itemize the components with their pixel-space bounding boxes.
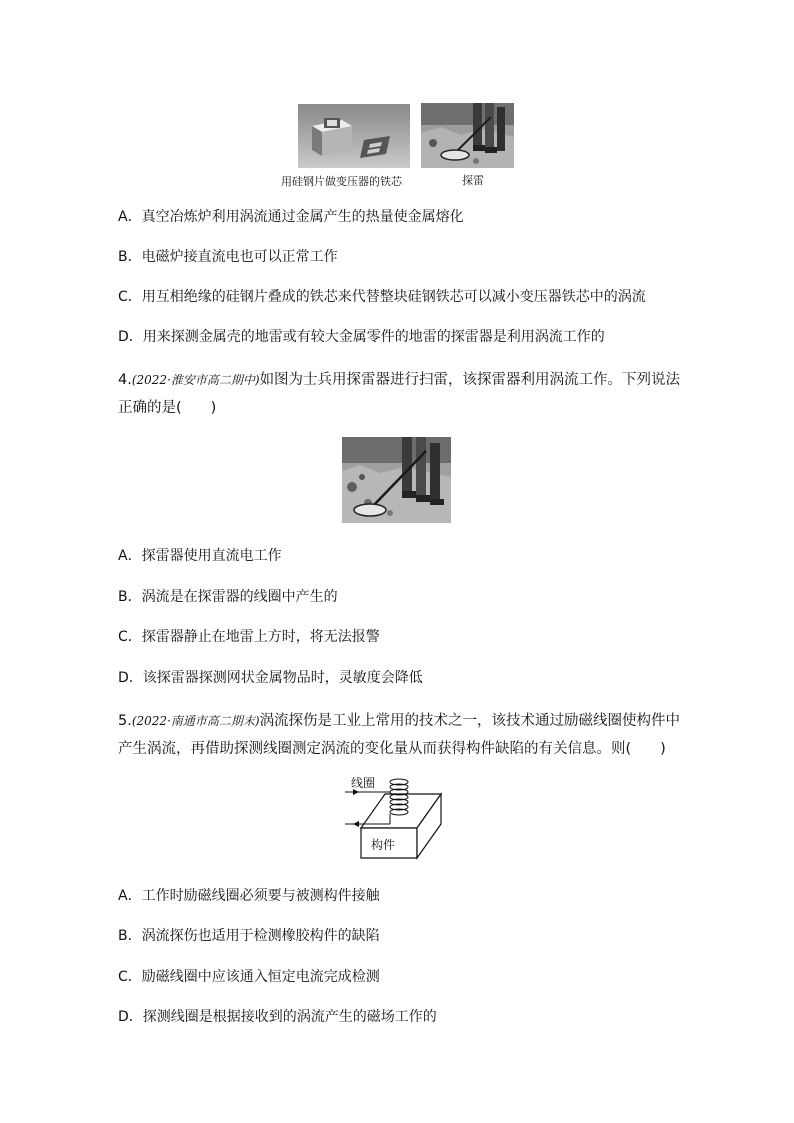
q5-option-c: C．励磁线圈中应该通入恒定电流完成检测 <box>118 969 380 985</box>
q5-stem-line2: 产生涡流，再借助探测线圈测定涡流的变化量从而获得构件缺陷的有关信息。则( ) <box>118 741 666 757</box>
q5-option-b: B．涡流探伤也适用于检测橡胶构件的缺陷 <box>118 928 380 944</box>
coil-label: 线圈 <box>351 776 376 790</box>
figure-caption-transformer: 用硅钢片做变压器的铁芯 <box>281 175 402 188</box>
transformer-core-photo <box>298 104 410 168</box>
mine-detector-photo <box>342 437 451 523</box>
q5-stem-text: 涡流探伤是工业上常用的技术之一，该技术通过励磁线圈使构件中 <box>259 713 681 729</box>
q5-source: (2022·南通市高二期末) <box>131 714 260 728</box>
q4-option-d: D．该探雷器探测网状金属物品时，灵敏度会降低 <box>118 670 423 686</box>
q4-stem-text: 如图为士兵用探雷器进行扫雷，该探雷器利用涡流工作。下列说法 <box>259 372 681 388</box>
q3-option-a: A．真空冶炼炉利用涡流通过金属产生的热量使金属熔化 <box>118 209 464 225</box>
q5-option-a: A．工作时励磁线圈必须要与被测构件接触 <box>118 888 380 904</box>
q5-number: 5. <box>118 713 132 729</box>
eddy-current-diagram <box>345 776 445 866</box>
q4-option-c: C．探雷器静止在地雷上方时，将无法报警 <box>118 629 380 645</box>
component-label: 构件 <box>371 838 396 852</box>
mine-detector-photo-small <box>421 103 514 168</box>
figure-caption-mine-detection: 探雷 <box>462 174 484 187</box>
q3-option-b: B．电磁炉接直流电也可以正常工作 <box>118 249 338 265</box>
q5-option-d: D．探测线圈是根据接收到的涡流产生的磁场工作的 <box>118 1009 437 1025</box>
q5-stem-line1 <box>118 711 680 731</box>
q4-source: (2022·淮安市高二期中) <box>131 373 260 387</box>
q4-stem-line2: 正确的是( ) <box>118 400 217 416</box>
q4-stem-line1 <box>118 370 680 390</box>
q4-option-b: B．涡流是在探雷器的线圈中产生的 <box>118 589 338 605</box>
q4-number: 4. <box>118 372 132 388</box>
q4-option-a: A．探雷器使用直流电工作 <box>118 548 282 564</box>
q3-option-c: C．用互相绝缘的硅钢片叠成的铁芯来代替整块硅钢铁芯可以减小变压器铁芯中的涡流 <box>118 289 646 305</box>
q3-option-d: D．用来探测金属壳的地雷或有较大金属零件的地雷的探雷器是利用涡流工作的 <box>118 329 605 345</box>
